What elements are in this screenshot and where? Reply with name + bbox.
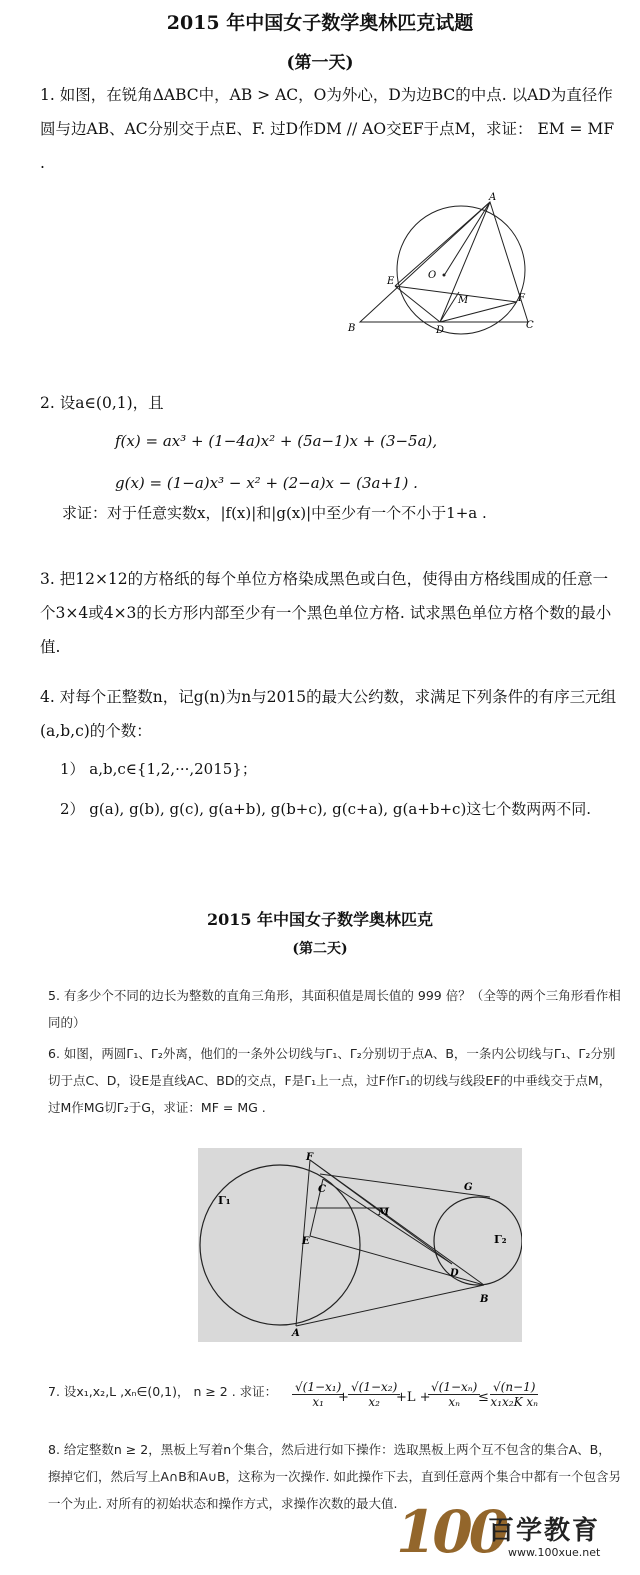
day2-title: 2015 年中国女子数学奥林匹克 (206, 910, 434, 929)
watermark-text: 百学教育 (488, 1516, 601, 1546)
fig2-A-label: A (292, 1328, 300, 1339)
problem-7-term-n-den: xₙ (448, 1395, 460, 1409)
problem-7-plus-1: + (338, 1390, 349, 1405)
fig2-M-label: M (378, 1207, 390, 1218)
problem-5: 5. 有多少个不同的边长为整数的直角三角形，其面积值是周长值的 999 倍？（全等的两个三角形看作相同的） (48, 988, 621, 1030)
day2-subtitle: (第二天) (292, 941, 348, 957)
problem-7-rhs (490, 1380, 538, 1409)
figure-1-triangle-circle (340, 188, 580, 338)
point-M-label: M (458, 295, 469, 306)
fig2-F-label: F (306, 1152, 314, 1163)
watermark-url: www.100xue.net (508, 1546, 601, 1559)
fig2-gamma1-label: Γ₁ (218, 1194, 231, 1207)
point-A-label: A (489, 192, 497, 203)
fig2-gamma2-label: Γ₂ (494, 1233, 507, 1246)
problem-7-head: 7. 设x₁,x₂,L ,xₙ∈(0,1)， n ≥ 2 . 求证： (48, 1384, 278, 1399)
fig2-G-label: G (464, 1182, 473, 1193)
problem-2-g: g(x) = (1−a)x³ − x² + (2−a)x − (3a+1) . (115, 474, 418, 492)
problem-7-plus-2: +L + (396, 1390, 431, 1405)
problem-8: 8. 给定整数n ≥ 2，黑板上写着n个集合，然后进行如下操作：选取黑板上两个互不包含的集合A、B，擦掉它们，然后写上A∩B和A∪B，这称为一次操作. 如此操作下去，直到任意两个集合中都有一个包含另一个为止. 对所有的初始状态和操作方式，求操作次数的最大值. (48, 1442, 621, 1511)
watermark-digits: 100 (396, 1498, 506, 1566)
problem-7-term-n (428, 1380, 480, 1409)
problem-2-head: 2. 设a∈(0,1)，且 (40, 394, 164, 412)
fig2-E-label: E (302, 1236, 310, 1247)
point-D-label: D (436, 325, 445, 336)
problem-7-rhs-num: √(n−1) (490, 1380, 538, 1395)
fig2-B-label: B (480, 1294, 489, 1305)
problem-4-condition-1: 1） a,b,c∈{1,2,···,2015}； (60, 760, 257, 778)
problem-7-term-2-num: √(1−x₂) (348, 1380, 400, 1395)
problem-1: 1. 如图，在锐角ΔABC中，AB > AC，O为外心，D为边BC的中点. 以AD为直径作圆与边AB、AC分别交于点E、F. 过D作DM // AO交EF于点M，求证： EM = MF . (40, 86, 615, 172)
problem-7-term-n-num: √(1−xₙ) (428, 1380, 480, 1395)
problem-4-condition-2: 2） g(a), g(b), g(c), g(a+b), g(b+c), g(c+a), g(a+b+c)这七个数两两不同. (60, 800, 592, 818)
problem-2-proof: 求证：对于任意实数x，|f(x)|和|g(x)|中至少有一个不小于1+a . (62, 504, 487, 522)
problem-7-term-2 (348, 1380, 400, 1409)
problem-7-term-2-den: x₂ (368, 1395, 380, 1409)
point-O-label: O (428, 270, 437, 281)
point-F-label: F (518, 293, 525, 304)
fig2-C-label: C (318, 1184, 326, 1195)
problem-2-f: f(x) = ax³ + (1−4a)x² + (5a−1)x + (3−5a), (115, 432, 438, 450)
problem-4: 4. 对每个正整数n，记g(n)为n与2015的最大公约数，求满足下列条件的有序三元组(a,b,c)的个数： (40, 688, 617, 740)
problem-7-term-1-num: √(1−x₁) (292, 1380, 344, 1395)
point-C-label: C (526, 320, 534, 331)
problem-3: 3. 把12×12的方格纸的每个单位方格染成黑色或白色，使得由方格线围成的任意一个3×4或4×3的长方形内部至少有一个黑色单位方格. 试求黑色单位方格个数的最小值. (40, 570, 612, 656)
problem-7-term-1-den: x₁ (312, 1395, 324, 1409)
fig2-D-label: D (450, 1268, 459, 1279)
problem-7-term-1 (292, 1380, 344, 1409)
day1-subtitle: (第一天) (286, 53, 354, 73)
problem-6: 6. 如图，两圆Γ₁、Γ₂外离，他们的一条外公切线与Γ₁、Γ₂分别切于点A、B，一条内公切线与Γ₁、Γ₂分别切于点C、D，设E是直线AC、BD的交点，F是Γ₁上一点，过F作Γ₁的切线与线段EF的中垂线交于点M，过M作MG切Γ₂于G，求证：MF = MG . (48, 1046, 616, 1115)
problem-7-le: ≤ (478, 1390, 489, 1405)
figure-2-two-circles (198, 1148, 522, 1342)
problem-7-rhs-den: x₁x₂K xₙ (490, 1395, 538, 1409)
day1-title: 2015 年中国女子数学奥林匹克试题 (166, 12, 474, 34)
watermark-logo (396, 1498, 631, 1570)
point-B-label: B (348, 323, 356, 334)
point-E-label: E (387, 276, 395, 287)
